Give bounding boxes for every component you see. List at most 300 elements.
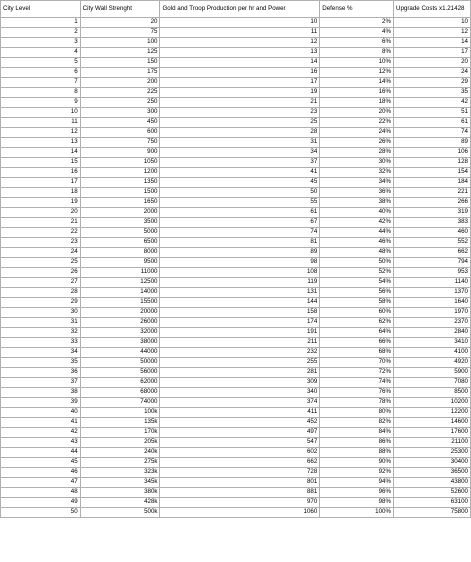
defense-cell[interactable]: 52% (320, 268, 394, 278)
upgrade-cost-cell[interactable]: 30400 (394, 458, 471, 468)
wall-strength-cell[interactable]: 6500 (80, 238, 160, 248)
production-cell[interactable]: 547 (160, 438, 320, 448)
defense-cell[interactable]: 70% (320, 358, 394, 368)
defense-cell[interactable]: 92% (320, 468, 394, 478)
defense-cell[interactable]: 40% (320, 208, 394, 218)
wall-strength-cell[interactable]: 68000 (80, 388, 160, 398)
production-cell[interactable]: 31 (160, 138, 320, 148)
table-row (1, 108, 471, 118)
city-level-cell[interactable]: 27 (1, 278, 81, 288)
defense-cell[interactable]: 78% (320, 398, 394, 408)
production-cell[interactable]: 191 (160, 328, 320, 338)
table-row (1, 308, 471, 318)
defense-cell[interactable]: 62% (320, 318, 394, 328)
wall-strength-cell[interactable]: 900 (80, 148, 160, 158)
upgrade-cost-cell[interactable]: 74 (394, 128, 471, 138)
city-level-cell[interactable]: 2 (1, 28, 81, 38)
city-level-cell[interactable]: 35 (1, 358, 81, 368)
header-production-power[interactable]: Gold and Troop Production per hr and Power (160, 1, 320, 18)
wall-strength-cell[interactable]: 500k (80, 508, 160, 518)
city-level-cell[interactable]: 30 (1, 308, 81, 318)
city-level-cell[interactable]: 16 (1, 168, 81, 178)
wall-strength-cell[interactable]: 8000 (80, 248, 160, 258)
defense-cell[interactable]: 46% (320, 238, 394, 248)
wall-strength-cell[interactable]: 600 (80, 128, 160, 138)
city-level-cell[interactable]: 24 (1, 248, 81, 258)
production-cell[interactable]: 55 (160, 198, 320, 208)
table-row (1, 508, 471, 518)
production-cell[interactable]: 41 (160, 168, 320, 178)
wall-strength-cell[interactable]: 170k (80, 428, 160, 438)
upgrade-cost-cell[interactable]: 319 (394, 208, 471, 218)
city-level-cell[interactable]: 37 (1, 378, 81, 388)
city-level-cell[interactable]: 3 (1, 38, 81, 48)
production-cell[interactable]: 497 (160, 428, 320, 438)
city-level-cell[interactable]: 23 (1, 238, 81, 248)
header-row (1, 1, 471, 18)
upgrade-cost-cell[interactable]: 61 (394, 118, 471, 128)
upgrade-cost-cell[interactable]: 89 (394, 138, 471, 148)
upgrade-cost-cell[interactable]: 10 (394, 18, 471, 28)
wall-strength-cell[interactable]: 1050 (80, 158, 160, 168)
table-row (1, 388, 471, 398)
production-cell[interactable]: 45 (160, 178, 320, 188)
production-cell[interactable]: 37 (160, 158, 320, 168)
city-level-cell[interactable]: 38 (1, 388, 81, 398)
upgrade-cost-cell[interactable]: 52600 (394, 488, 471, 498)
wall-strength-cell[interactable]: 44000 (80, 348, 160, 358)
defense-cell[interactable]: 24% (320, 128, 394, 138)
city-level-cell[interactable]: 12 (1, 128, 81, 138)
upgrade-cost-cell[interactable]: 1140 (394, 278, 471, 288)
header-city-wall-strength[interactable]: City Wall Strenght (80, 1, 160, 18)
table-row (1, 68, 471, 78)
upgrade-cost-cell[interactable]: 5900 (394, 368, 471, 378)
city-level-cell[interactable]: 31 (1, 318, 81, 328)
table-row (1, 288, 471, 298)
table-row (1, 88, 471, 98)
wall-strength-cell[interactable]: 428k (80, 498, 160, 508)
defense-cell[interactable]: 32% (320, 168, 394, 178)
wall-strength-cell[interactable]: 205k (80, 438, 160, 448)
wall-strength-cell[interactable]: 26000 (80, 318, 160, 328)
production-cell[interactable]: 34 (160, 148, 320, 158)
table-row (1, 18, 471, 28)
upgrade-cost-cell[interactable]: 35 (394, 88, 471, 98)
defense-cell[interactable]: 90% (320, 458, 394, 468)
city-level-cell[interactable]: 19 (1, 198, 81, 208)
table-row (1, 468, 471, 478)
defense-cell[interactable]: 10% (320, 58, 394, 68)
defense-cell[interactable]: 98% (320, 498, 394, 508)
production-cell[interactable]: 281 (160, 368, 320, 378)
production-cell[interactable]: 340 (160, 388, 320, 398)
defense-cell[interactable]: 8% (320, 48, 394, 58)
upgrade-cost-cell[interactable]: 154 (394, 168, 471, 178)
upgrade-cost-cell[interactable]: 51 (394, 108, 471, 118)
production-cell[interactable]: 119 (160, 278, 320, 288)
defense-cell[interactable]: 56% (320, 288, 394, 298)
production-cell[interactable]: 970 (160, 498, 320, 508)
defense-cell[interactable]: 6% (320, 38, 394, 48)
table-row (1, 118, 471, 128)
defense-cell[interactable]: 22% (320, 118, 394, 128)
production-cell[interactable]: 21 (160, 98, 320, 108)
wall-strength-cell[interactable]: 1650 (80, 198, 160, 208)
production-cell[interactable]: 67 (160, 218, 320, 228)
wall-strength-cell[interactable]: 175 (80, 68, 160, 78)
table-row (1, 168, 471, 178)
wall-strength-cell[interactable]: 32000 (80, 328, 160, 338)
upgrade-cost-cell[interactable]: 3410 (394, 338, 471, 348)
production-cell[interactable]: 881 (160, 488, 320, 498)
production-cell[interactable]: 10 (160, 18, 320, 28)
wall-strength-cell[interactable]: 75 (80, 28, 160, 38)
wall-strength-cell[interactable]: 12500 (80, 278, 160, 288)
table-row (1, 498, 471, 508)
upgrade-cost-cell[interactable]: 662 (394, 248, 471, 258)
production-cell[interactable]: 14 (160, 58, 320, 68)
production-cell[interactable]: 98 (160, 258, 320, 268)
table-row (1, 218, 471, 228)
upgrade-cost-cell[interactable]: 75800 (394, 508, 471, 518)
defense-cell[interactable]: 84% (320, 428, 394, 438)
wall-strength-cell[interactable]: 11000 (80, 268, 160, 278)
defense-cell[interactable]: 42% (320, 218, 394, 228)
city-level-cell[interactable]: 18 (1, 188, 81, 198)
table-row (1, 418, 471, 428)
defense-cell[interactable]: 4% (320, 28, 394, 38)
table-row (1, 408, 471, 418)
table-row (1, 178, 471, 188)
defense-cell[interactable]: 34% (320, 178, 394, 188)
city-level-cell[interactable]: 39 (1, 398, 81, 408)
production-cell[interactable]: 50 (160, 188, 320, 198)
table-row (1, 428, 471, 438)
city-level-cell[interactable]: 4 (1, 48, 81, 58)
defense-cell[interactable]: 86% (320, 438, 394, 448)
upgrade-cost-cell[interactable]: 266 (394, 198, 471, 208)
table-row (1, 478, 471, 488)
wall-strength-cell[interactable]: 300 (80, 108, 160, 118)
city-level-cell[interactable]: 48 (1, 488, 81, 498)
wall-strength-cell[interactable]: 56000 (80, 368, 160, 378)
upgrade-cost-cell[interactable]: 10200 (394, 398, 471, 408)
upgrade-cost-cell[interactable]: 221 (394, 188, 471, 198)
production-cell[interactable]: 23 (160, 108, 320, 118)
upgrade-cost-cell[interactable]: 25300 (394, 448, 471, 458)
production-cell[interactable]: 131 (160, 288, 320, 298)
city-level-cell[interactable]: 40 (1, 408, 81, 418)
upgrade-cost-cell[interactable]: 12 (394, 28, 471, 38)
upgrade-cost-cell[interactable]: 8500 (394, 388, 471, 398)
production-cell[interactable]: 1060 (160, 508, 320, 518)
upgrade-cost-cell[interactable]: 2370 (394, 318, 471, 328)
upgrade-cost-cell[interactable]: 43800 (394, 478, 471, 488)
table-row (1, 188, 471, 198)
wall-strength-cell[interactable]: 74000 (80, 398, 160, 408)
city-level-cell[interactable]: 29 (1, 298, 81, 308)
upgrade-cost-cell[interactable]: 1970 (394, 308, 471, 318)
production-cell[interactable]: 81 (160, 238, 320, 248)
table-row (1, 48, 471, 58)
city-level-cell[interactable]: 5 (1, 58, 81, 68)
table-row (1, 268, 471, 278)
upgrade-cost-cell[interactable]: 4100 (394, 348, 471, 358)
production-cell[interactable]: 13 (160, 48, 320, 58)
upgrade-cost-cell[interactable]: 20 (394, 58, 471, 68)
table-row (1, 148, 471, 158)
upgrade-cost-cell[interactable]: 953 (394, 268, 471, 278)
defense-cell[interactable]: 60% (320, 308, 394, 318)
city-level-cell[interactable]: 50 (1, 508, 81, 518)
wall-strength-cell[interactable]: 20 (80, 18, 160, 28)
defense-cell[interactable]: 48% (320, 248, 394, 258)
production-cell[interactable]: 374 (160, 398, 320, 408)
wall-strength-cell[interactable]: 9500 (80, 258, 160, 268)
upgrade-cost-cell[interactable]: 460 (394, 228, 471, 238)
table-row (1, 158, 471, 168)
city-level-cell[interactable]: 21 (1, 218, 81, 228)
table-row (1, 488, 471, 498)
wall-strength-cell[interactable]: 1200 (80, 168, 160, 178)
upgrade-cost-cell[interactable]: 552 (394, 238, 471, 248)
production-cell[interactable]: 89 (160, 248, 320, 258)
city-level-cell[interactable]: 7 (1, 78, 81, 88)
wall-strength-cell[interactable]: 15500 (80, 298, 160, 308)
upgrade-cost-cell[interactable]: 794 (394, 258, 471, 268)
production-cell[interactable]: 662 (160, 458, 320, 468)
wall-strength-cell[interactable]: 100k (80, 408, 160, 418)
defense-cell[interactable]: 100% (320, 508, 394, 518)
table-row (1, 58, 471, 68)
wall-strength-cell[interactable]: 250 (80, 98, 160, 108)
table-row (1, 278, 471, 288)
defense-cell[interactable]: 64% (320, 328, 394, 338)
defense-cell[interactable]: 76% (320, 388, 394, 398)
city-level-cell[interactable]: 49 (1, 498, 81, 508)
production-cell[interactable]: 12 (160, 38, 320, 48)
table-row (1, 348, 471, 358)
defense-cell[interactable]: 94% (320, 478, 394, 488)
wall-strength-cell[interactable]: 750 (80, 138, 160, 148)
city-level-cell[interactable]: 34 (1, 348, 81, 358)
city-level-cell[interactable]: 44 (1, 448, 81, 458)
city-level-cell[interactable]: 32 (1, 328, 81, 338)
defense-cell[interactable]: 66% (320, 338, 394, 348)
production-cell[interactable]: 255 (160, 358, 320, 368)
production-cell[interactable]: 411 (160, 408, 320, 418)
table-row (1, 38, 471, 48)
wall-strength-cell[interactable]: 100 (80, 38, 160, 48)
defense-cell[interactable]: 28% (320, 148, 394, 158)
city-level-cell[interactable]: 10 (1, 108, 81, 118)
wall-strength-cell[interactable]: 200 (80, 78, 160, 88)
upgrade-cost-cell[interactable]: 1640 (394, 298, 471, 308)
defense-cell[interactable]: 50% (320, 258, 394, 268)
wall-strength-cell[interactable]: 150 (80, 58, 160, 68)
table-row (1, 138, 471, 148)
city-level-cell[interactable]: 15 (1, 158, 81, 168)
wall-strength-cell[interactable]: 5000 (80, 228, 160, 238)
wall-strength-cell[interactable]: 1500 (80, 188, 160, 198)
table-row (1, 78, 471, 88)
wall-strength-cell[interactable]: 275k (80, 458, 160, 468)
city-level-cell[interactable]: 20 (1, 208, 81, 218)
table-row (1, 208, 471, 218)
upgrade-cost-cell[interactable]: 1370 (394, 288, 471, 298)
upgrade-cost-cell[interactable]: 14 (394, 38, 471, 48)
production-cell[interactable]: 144 (160, 298, 320, 308)
wall-strength-cell[interactable]: 38000 (80, 338, 160, 348)
header-upgrade-costs[interactable]: Upgrade Costs x1.21428 (394, 1, 471, 18)
production-cell[interactable]: 74 (160, 228, 320, 238)
table-row (1, 258, 471, 268)
defense-cell[interactable]: 68% (320, 348, 394, 358)
city-level-cell[interactable]: 41 (1, 418, 81, 428)
defense-cell[interactable]: 96% (320, 488, 394, 498)
city-level-cell[interactable]: 42 (1, 428, 81, 438)
wall-strength-cell[interactable]: 323k (80, 468, 160, 478)
table-row (1, 368, 471, 378)
defense-cell[interactable]: 80% (320, 408, 394, 418)
wall-strength-cell[interactable]: 380k (80, 488, 160, 498)
table-row (1, 398, 471, 408)
wall-strength-cell[interactable]: 345k (80, 478, 160, 488)
production-cell[interactable]: 25 (160, 118, 320, 128)
header-defense[interactable]: Defense % (320, 1, 394, 18)
wall-strength-cell[interactable]: 50000 (80, 358, 160, 368)
upgrade-cost-cell[interactable]: 17600 (394, 428, 471, 438)
upgrade-cost-cell[interactable]: 12200 (394, 408, 471, 418)
defense-cell[interactable]: 16% (320, 88, 394, 98)
upgrade-cost-cell[interactable]: 2840 (394, 328, 471, 338)
upgrade-cost-cell[interactable]: 106 (394, 148, 471, 158)
production-cell[interactable]: 452 (160, 418, 320, 428)
city-level-cell[interactable]: 36 (1, 368, 81, 378)
upgrade-cost-cell[interactable]: 63100 (394, 498, 471, 508)
upgrade-cost-cell[interactable]: 383 (394, 218, 471, 228)
upgrade-cost-cell[interactable]: 184 (394, 178, 471, 188)
upgrade-cost-cell[interactable]: 7080 (394, 378, 471, 388)
city-level-cell[interactable]: 33 (1, 338, 81, 348)
wall-strength-cell[interactable]: 2000 (80, 208, 160, 218)
upgrade-cost-cell[interactable]: 14600 (394, 418, 471, 428)
city-level-cell[interactable]: 26 (1, 268, 81, 278)
production-cell[interactable]: 17 (160, 78, 320, 88)
city-level-cell[interactable]: 8 (1, 88, 81, 98)
defense-cell[interactable]: 88% (320, 448, 394, 458)
production-cell[interactable]: 28 (160, 128, 320, 138)
table-row (1, 28, 471, 38)
city-level-cell[interactable]: 22 (1, 228, 81, 238)
defense-cell[interactable]: 20% (320, 108, 394, 118)
city-level-cell[interactable]: 6 (1, 68, 81, 78)
upgrade-cost-cell[interactable]: 17 (394, 48, 471, 58)
upgrade-cost-cell[interactable]: 36500 (394, 468, 471, 478)
production-cell[interactable]: 158 (160, 308, 320, 318)
upgrade-cost-cell[interactable]: 4920 (394, 358, 471, 368)
table-row (1, 228, 471, 238)
table-row (1, 98, 471, 108)
defense-cell[interactable]: 82% (320, 418, 394, 428)
city-level-cell[interactable]: 46 (1, 468, 81, 478)
defense-cell[interactable]: 30% (320, 158, 394, 168)
defense-cell[interactable]: 58% (320, 298, 394, 308)
defense-cell[interactable]: 38% (320, 198, 394, 208)
defense-cell[interactable]: 74% (320, 378, 394, 388)
table-row (1, 328, 471, 338)
upgrade-cost-cell[interactable]: 29 (394, 78, 471, 88)
wall-strength-cell[interactable]: 1350 (80, 178, 160, 188)
production-cell[interactable]: 309 (160, 378, 320, 388)
production-cell[interactable]: 801 (160, 478, 320, 488)
defense-cell[interactable]: 36% (320, 188, 394, 198)
city-level-cell[interactable]: 45 (1, 458, 81, 468)
production-cell[interactable]: 211 (160, 338, 320, 348)
table-row (1, 358, 471, 368)
wall-strength-cell[interactable]: 20000 (80, 308, 160, 318)
city-level-cell[interactable]: 9 (1, 98, 81, 108)
wall-strength-cell[interactable]: 225 (80, 88, 160, 98)
city-level-cell[interactable]: 13 (1, 138, 81, 148)
production-cell[interactable]: 602 (160, 448, 320, 458)
table-row (1, 238, 471, 248)
defense-cell[interactable]: 2% (320, 18, 394, 28)
production-cell[interactable]: 728 (160, 468, 320, 478)
upgrade-cost-cell[interactable]: 42 (394, 98, 471, 108)
production-cell[interactable]: 11 (160, 28, 320, 38)
header-city-level[interactable]: City Level (1, 1, 81, 18)
defense-cell[interactable]: 14% (320, 78, 394, 88)
defense-cell[interactable]: 44% (320, 228, 394, 238)
wall-strength-cell[interactable]: 3500 (80, 218, 160, 228)
wall-strength-cell[interactable]: 450 (80, 118, 160, 128)
city-level-cell[interactable]: 28 (1, 288, 81, 298)
defense-cell[interactable]: 54% (320, 278, 394, 288)
upgrade-cost-cell[interactable]: 128 (394, 158, 471, 168)
city-level-cell[interactable]: 1 (1, 18, 81, 28)
upgrade-cost-cell[interactable]: 21100 (394, 438, 471, 448)
production-cell[interactable]: 16 (160, 68, 320, 78)
upgrade-cost-cell[interactable]: 24 (394, 68, 471, 78)
city-level-cell[interactable]: 17 (1, 178, 81, 188)
wall-strength-cell[interactable]: 125 (80, 48, 160, 58)
wall-strength-cell[interactable]: 14000 (80, 288, 160, 298)
wall-strength-cell[interactable]: 240k (80, 448, 160, 458)
table-row (1, 128, 471, 138)
defense-cell[interactable]: 18% (320, 98, 394, 108)
city-level-cell[interactable]: 25 (1, 258, 81, 268)
defense-cell[interactable]: 12% (320, 68, 394, 78)
table-row (1, 318, 471, 328)
production-cell[interactable]: 174 (160, 318, 320, 328)
city-level-cell[interactable]: 14 (1, 148, 81, 158)
city-level-cell[interactable]: 43 (1, 438, 81, 448)
production-cell[interactable]: 19 (160, 88, 320, 98)
wall-strength-cell[interactable]: 135k (80, 418, 160, 428)
production-cell[interactable]: 61 (160, 208, 320, 218)
defense-cell[interactable]: 72% (320, 368, 394, 378)
defense-cell[interactable]: 26% (320, 138, 394, 148)
city-level-cell[interactable]: 11 (1, 118, 81, 128)
table-row (1, 298, 471, 308)
production-cell[interactable]: 108 (160, 268, 320, 278)
table-row (1, 338, 471, 348)
production-cell[interactable]: 232 (160, 348, 320, 358)
city-level-cell[interactable]: 47 (1, 478, 81, 488)
wall-strength-cell[interactable]: 62000 (80, 378, 160, 388)
